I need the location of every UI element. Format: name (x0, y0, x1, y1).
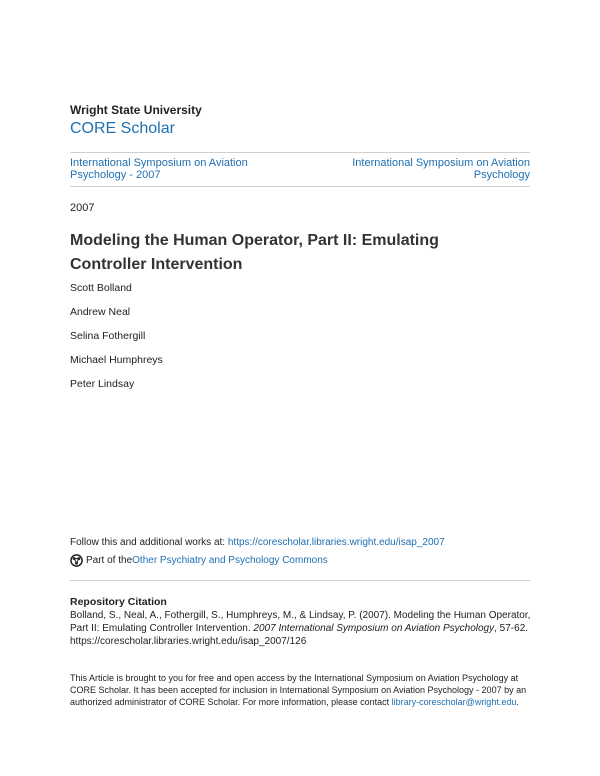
series-right-line2: Psychology (473, 168, 530, 181)
series-link-left[interactable] (70, 158, 270, 181)
author-5: Peter Lindsay (70, 378, 135, 390)
notice-text: This Article is brought to you for free and open access by the International Symposium on Aviation Psychology at CORE Scholar. It has been accepted for inclusion in International Symposium on Aviation Psychology - 2007 by an authorized administrator of CORE Scholar. For more information, please contact (70, 673, 527, 707)
citation-text-2: , 57-62. (494, 623, 529, 634)
repository-citation-heading: Repository Citation (70, 596, 167, 608)
follow-url-link[interactable]: https://corescholar.libraries.wright.edu/isap_2007 (227, 537, 445, 548)
series-link-right[interactable] (330, 158, 530, 181)
follow-prefix: Follow this and additional works at: (70, 537, 228, 548)
notice-end: . (516, 697, 519, 707)
article-title: Modeling the Human Operator, Part II: Emulating Controller Intervention (70, 232, 439, 273)
author-2: Andrew Neal (70, 306, 131, 318)
divider (70, 580, 530, 581)
citation-journal: 2007 International Symposium on Aviation Psychology (253, 623, 495, 634)
access-notice (70, 672, 532, 708)
commons-link[interactable]: Other Psychiatry and Psychology Commons (132, 555, 328, 566)
contact-email-link[interactable]: library-corescholar@wright.edu (391, 697, 517, 707)
citation-url[interactable]: https://corescholar.libraries.wright.edu/isap_2007/126 (70, 636, 307, 647)
series-right-line1: International Symposium on Aviation (352, 157, 530, 169)
author-4: Michael Humphreys (70, 354, 163, 366)
series-left-line2: Psychology - 2007 (70, 168, 161, 181)
publication-year: 2007 (70, 202, 95, 214)
divider (70, 186, 530, 187)
follow-line (70, 537, 445, 548)
university-name: Wright State University (70, 103, 202, 117)
part-of-line (70, 554, 328, 567)
series-left-line1: International Symposium on Aviation (70, 157, 248, 169)
repository-citation-text (70, 609, 532, 648)
network-icon (70, 554, 83, 567)
divider (70, 152, 530, 153)
core-scholar-link[interactable]: CORE Scholar (70, 120, 175, 137)
partof-prefix: Part of the (86, 555, 133, 566)
author-3: Selina Fothergill (70, 330, 146, 342)
author-1: Scott Bolland (70, 282, 132, 294)
citation-text-1: Bolland, S., Neal, A., Fothergill, S., Humphreys, M., & Lindsay, P. (2007). Modeling the Human Operator, Part II: Emulating Controller Intervention. (70, 610, 531, 634)
